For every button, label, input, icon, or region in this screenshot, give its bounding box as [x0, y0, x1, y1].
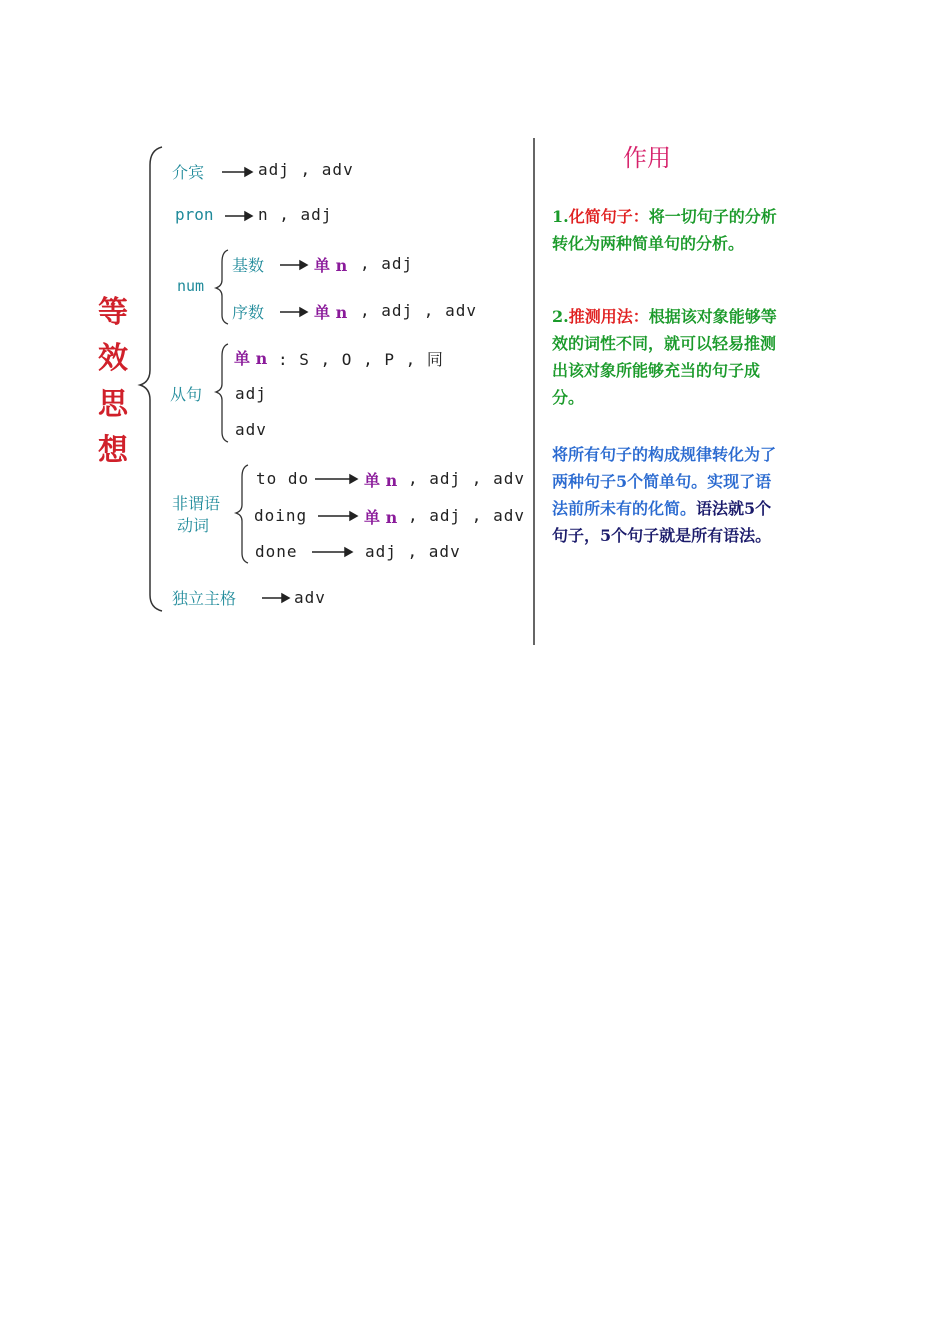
- dan-todo: 单 n: [364, 471, 398, 490]
- label-congju: 从句: [170, 385, 203, 404]
- result-pron: n , adj: [258, 205, 333, 224]
- result-duli: adv: [294, 588, 326, 607]
- label-feiwei: 非谓语: [172, 494, 221, 513]
- item-1-label: 化简句子：: [568, 207, 649, 226]
- dan-doing: 单 n: [364, 508, 398, 527]
- label-jishu: 基数: [232, 256, 265, 275]
- label-dongci: 动词: [177, 516, 210, 535]
- label-jiebin: 介宾: [172, 163, 205, 182]
- item-2: [552, 303, 778, 411]
- main-brace: [140, 147, 162, 611]
- congju-dan-rest: : S , O , P , 同: [278, 350, 444, 369]
- item-2-num: 2.: [552, 307, 569, 326]
- dan-xushu: 单 n: [314, 303, 348, 322]
- item-1-num: 1.: [552, 207, 569, 226]
- result-todo: , adj , adv: [408, 469, 525, 488]
- result-doing: , adj , adv: [408, 506, 525, 525]
- item-2-text: 根据该对象能够等效的词性不同，就可以轻易推测出该对象所能够充当的句子成分。: [552, 307, 777, 407]
- num-brace: [216, 250, 228, 324]
- heading-zuoyong: 作用: [623, 144, 671, 172]
- result-jishu: , adj: [360, 254, 414, 273]
- label-xushu: 序数: [232, 303, 265, 322]
- diagram-title: 等效思想: [98, 295, 128, 468]
- congju-adv: adv: [235, 420, 267, 439]
- doing-label: doing: [254, 506, 308, 525]
- congju-adj: adj: [235, 384, 267, 403]
- item-3-text-b: 语法就5个句子，5个句子就是所有语法。: [552, 499, 772, 545]
- item-3: [552, 441, 778, 549]
- item-1-text: 将一切句子的分析转化为两种简单句的分析。: [552, 207, 777, 253]
- result-done: adj , adv: [365, 542, 461, 561]
- label-pron: pron: [175, 205, 214, 224]
- dan-jishu: 单 n: [314, 256, 348, 275]
- item-1: [552, 203, 778, 257]
- feiwei-brace: [236, 465, 248, 563]
- result-xushu: , adj , adv: [360, 301, 477, 320]
- label-num: num: [177, 277, 205, 295]
- item-3-text-a: 将所有句子的构成规律转化为了两种句子5个简单句。实现了语法前所未有的化简。: [552, 445, 777, 518]
- result-jiebin: adj , adv: [258, 160, 354, 179]
- item-2-label: 推测用法：: [568, 307, 649, 326]
- label-duli: 独立主格: [172, 589, 237, 608]
- congju-brace: [216, 344, 228, 442]
- done-label: done: [255, 542, 298, 561]
- dan-congju: 单 n: [234, 349, 268, 368]
- todo-label: to do: [256, 469, 310, 488]
